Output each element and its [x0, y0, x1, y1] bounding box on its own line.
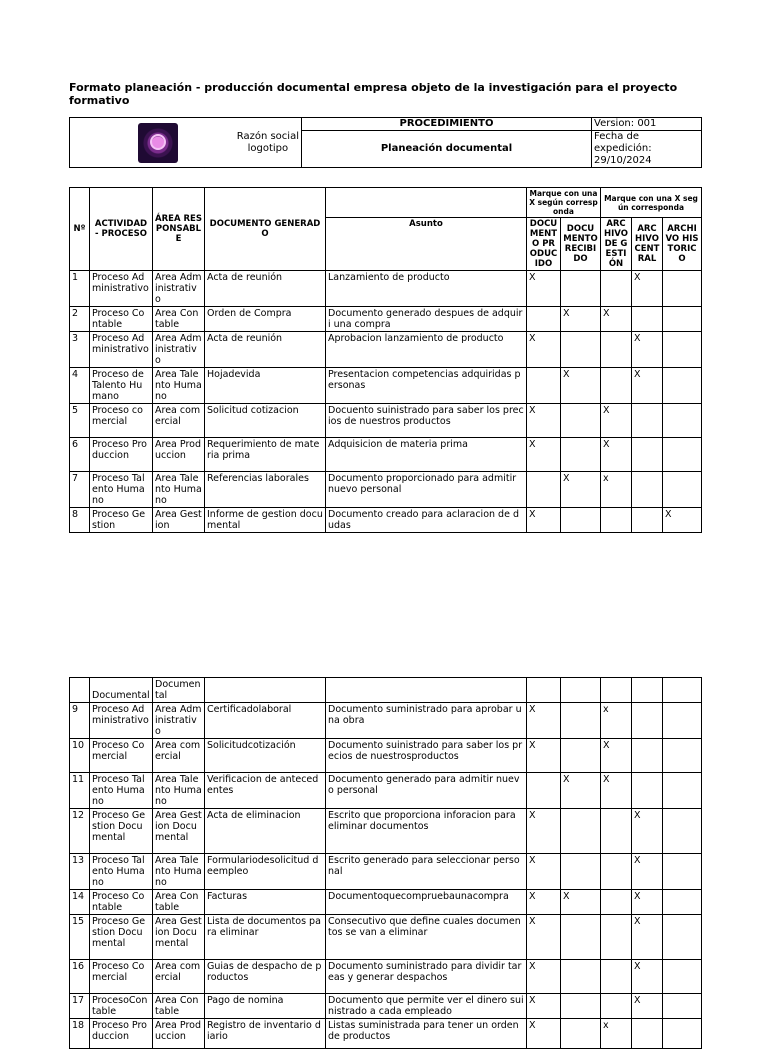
cell-documento: Acta de reunión — [205, 271, 326, 307]
cell-actividad: Proceso Contable — [90, 307, 153, 332]
cell-actividad: Proceso Gestion — [90, 508, 153, 533]
continuation-row — [70, 678, 702, 703]
razon-social: Razón social — [236, 130, 299, 142]
cell-asunto: Documento suministrado para dividir tareas y generar despachos — [326, 960, 527, 994]
cell-asunto — [326, 678, 527, 703]
cell-archivo-gestion — [601, 508, 632, 533]
cell-doc-recibido — [561, 739, 601, 773]
table-row — [70, 994, 702, 1019]
cell-doc-recibido: X — [561, 368, 601, 404]
table-row — [70, 271, 702, 307]
cell-doc-recibido — [561, 438, 601, 472]
cell-doc-producido: X — [527, 438, 561, 472]
cell-archivo-gestion — [601, 332, 632, 368]
table-row — [70, 404, 702, 438]
cell-actividad: Proceso Administrativo — [90, 271, 153, 307]
cell-archivo-central: X — [632, 890, 663, 915]
cell-n: 6 — [70, 438, 90, 472]
cell-archivo-historico — [663, 890, 702, 915]
cell-n: 11 — [70, 773, 90, 809]
cell-archivo-central — [632, 307, 663, 332]
cell-archivo-historico — [663, 960, 702, 994]
cell-documento: Hojadevida — [205, 368, 326, 404]
cell-n: 4 — [70, 368, 90, 404]
cell-asunto: Escrito generado para seleccionar personal — [326, 854, 527, 890]
cell-asunto: Presentacion competencias adquiridas personas — [326, 368, 527, 404]
cell-prod — [527, 678, 561, 703]
table-row — [70, 854, 702, 890]
cell-cent — [632, 678, 663, 703]
cell-n: 5 — [70, 404, 90, 438]
cell-actividad: Proceso Contable — [90, 890, 153, 915]
table-row — [70, 307, 702, 332]
cell-area: Area Administrativo — [153, 703, 205, 739]
cell-archivo-central — [632, 404, 663, 438]
table-row — [70, 739, 702, 773]
cell-area: Area Gestion — [153, 508, 205, 533]
cell-area: Area Administrativo — [153, 271, 205, 307]
cell-doc-producido: X — [527, 854, 561, 890]
cell-archivo-historico — [663, 854, 702, 890]
cell-doc-producido: X — [527, 809, 561, 854]
col-group1: Marque con una X según corresponda — [527, 188, 601, 218]
cell-n: 17 — [70, 994, 90, 1019]
cell-archivo-gestion — [601, 890, 632, 915]
cell-actividad: ProcesoContable — [90, 994, 153, 1019]
cell-n: 13 — [70, 854, 90, 890]
cell-archivo-gestion: X — [601, 307, 632, 332]
cell-asunto: Escrito que proporciona inforacion para eliminar documentos — [326, 809, 527, 854]
cell-area: Area Talento Humano — [153, 773, 205, 809]
cell-gest — [601, 678, 632, 703]
cell-asunto: Documento proporcionado para admitir nuevo personal — [326, 472, 527, 508]
cell-actividad: Proceso de Talento Humano — [90, 368, 153, 404]
cell-n: 14 — [70, 890, 90, 915]
cell-actividad: Proceso Produccion — [90, 1019, 153, 1049]
cell-n: 2 — [70, 307, 90, 332]
col-doc-producido: DOCUMENTO PRODUCIDO — [527, 218, 561, 271]
cell-archivo-historico — [663, 994, 702, 1019]
cell-asunto: Listas suministrada para tener un orden de productos — [326, 1019, 527, 1049]
cell-asunto: Consecutivo que define cuales documentos se van a eliminar — [326, 915, 527, 960]
cell-asunto: Docuento suinistrado para saber los precios de nuestros productos — [326, 404, 527, 438]
cell-documento: Acta de eliminacion — [205, 809, 326, 854]
cell-archivo-historico — [663, 404, 702, 438]
cell-doc-producido: X — [527, 1019, 561, 1049]
header-table — [69, 117, 702, 168]
cell-archivo-central: X — [632, 809, 663, 854]
cell-archivo-central: X — [632, 994, 663, 1019]
cell-archivo-gestion — [601, 809, 632, 854]
cell-documento: Solicitudcotización — [205, 739, 326, 773]
cell-archivo-central: X — [632, 854, 663, 890]
procedimiento-label: PROCEDIMIENTO — [302, 118, 592, 131]
col-archivo-historico: ARCHIVO HISTORICO — [663, 218, 702, 271]
cell-actividad: Proceso Administrativo — [90, 703, 153, 739]
cell-archivo-historico — [663, 809, 702, 854]
cell-archivo-gestion — [601, 854, 632, 890]
cell-archivo-historico — [663, 438, 702, 472]
cell-hist — [663, 678, 702, 703]
cell-actividad: Proceso Talento Humano — [90, 854, 153, 890]
cell-asunto: Documento generado despues de adquiri una compra — [326, 307, 527, 332]
cell-doc-recibido — [561, 809, 601, 854]
cell-doc-producido: X — [527, 703, 561, 739]
cell-documento: Informe de gestion documental — [205, 508, 326, 533]
cell-archivo-central: X — [632, 332, 663, 368]
table-row — [70, 960, 702, 994]
table-row — [70, 438, 702, 472]
cell-doc-producido: X — [527, 332, 561, 368]
cell-doc-producido — [527, 368, 561, 404]
cell-documento: Acta de reunión — [205, 332, 326, 368]
cell-doc-producido: X — [527, 890, 561, 915]
cell-archivo-gestion: x — [601, 472, 632, 508]
cell-archivo-central — [632, 438, 663, 472]
cell-area: Area Contable — [153, 994, 205, 1019]
cell-area: Area Gestion Documental — [153, 809, 205, 854]
cell-actividad: Proceso comercial — [90, 404, 153, 438]
cell-archivo-gestion: x — [601, 1019, 632, 1049]
cell-archivo-historico — [663, 773, 702, 809]
cell-actividad: Proceso Administrativo — [90, 332, 153, 368]
cell-n: 1 — [70, 271, 90, 307]
cell-documento: Pago de nomina — [205, 994, 326, 1019]
table-row — [70, 1019, 702, 1049]
cell-actividad: Proceso Gestion Documental — [90, 809, 153, 854]
cell-asunto: Documento suministrado para aprobar una obra — [326, 703, 527, 739]
cell-asunto: Documento creado para aclaracion de dudas — [326, 508, 527, 533]
table-row — [70, 890, 702, 915]
cell-doc-producido: X — [527, 915, 561, 960]
cell-area: Area Talento Humano — [153, 472, 205, 508]
cell-doc-producido: X — [527, 271, 561, 307]
cell-n: 9 — [70, 703, 90, 739]
cell-documento: Requerimiento de materia prima — [205, 438, 326, 472]
cell-area: Area Administrativo — [153, 332, 205, 368]
cell-archivo-central — [632, 1019, 663, 1049]
cell-doc-recibido — [561, 508, 601, 533]
cell-area: Area comercial — [153, 404, 205, 438]
cell-area: Area Produccion — [153, 438, 205, 472]
col-documento: DOCUMENTO GENERADO — [205, 188, 326, 271]
cell-documento: Formulariodesolicitud deempleo — [205, 854, 326, 890]
cell-area: Area comercial — [153, 739, 205, 773]
cell-documento: Lista de documentos para eliminar — [205, 915, 326, 960]
cell-archivo-gestion: X — [601, 404, 632, 438]
col-group2: Marque con una X según corresponda — [601, 188, 702, 218]
cell-doc-recibido — [561, 994, 601, 1019]
cell-area: Area Contable — [153, 307, 205, 332]
cell-area: Area Gestion Documental — [153, 915, 205, 960]
cell-archivo-central — [632, 703, 663, 739]
cell-archivo-gestion: X — [601, 438, 632, 472]
cell-doc-recibido: X — [561, 890, 601, 915]
cell-doc-producido — [527, 307, 561, 332]
cell-doc-recibido — [561, 703, 601, 739]
document-title: Formato planeación - producción documental empresa objeto de la investigación para el proyecto formativo — [69, 81, 678, 107]
cell-actividad: Proceso Produccion — [90, 438, 153, 472]
cell-archivo-central — [632, 739, 663, 773]
cell-actividad: Proceso Comercial — [90, 960, 153, 994]
cell-doc-producido — [527, 773, 561, 809]
cell-n: 3 — [70, 332, 90, 368]
cell-archivo-gestion — [601, 271, 632, 307]
cell-documento: Referencias laborales — [205, 472, 326, 508]
cell-doc-recibido — [561, 271, 601, 307]
cell-archivo-historico — [663, 332, 702, 368]
cell-archivo-central — [632, 773, 663, 809]
table-row — [70, 508, 702, 533]
table-row — [70, 773, 702, 809]
cell-archivo-historico — [663, 368, 702, 404]
version: Version: 001 — [592, 118, 702, 131]
cell-archivo-central — [632, 508, 663, 533]
cell-rec — [561, 678, 601, 703]
company-cell — [70, 118, 302, 168]
cell-n: 18 — [70, 1019, 90, 1049]
logotipo-label: logotipo — [247, 142, 289, 154]
cell-archivo-gestion: x — [601, 703, 632, 739]
cell-area: Area Produccion — [153, 1019, 205, 1049]
cell-asunto: Documento que permite ver el dinero suinistrado a cada empleado — [326, 994, 527, 1019]
col-actividad: ACTIVIDAD - PROCESO — [90, 188, 153, 271]
cell-documento: Registro de inventario diario — [205, 1019, 326, 1049]
cell-doc-producido: X — [527, 739, 561, 773]
cell-documento: Orden de Compra — [205, 307, 326, 332]
cell-doc-recibido — [561, 404, 601, 438]
cell-archivo-historico — [663, 1019, 702, 1049]
cell-asunto: Documentoquecompruebaunacompra — [326, 890, 527, 915]
col-no: Nº — [70, 188, 90, 271]
col-archivo-central: ARCHIVO CENTRAL — [632, 218, 663, 271]
logo-image — [138, 123, 178, 163]
table-row — [70, 472, 702, 508]
cell-archivo-gestion — [601, 368, 632, 404]
cell-archivo-gestion: X — [601, 773, 632, 809]
cell-doc-recibido — [561, 960, 601, 994]
cell-documento — [205, 678, 326, 703]
planning-table-page2 — [69, 677, 702, 1049]
cell-n: 7 — [70, 472, 90, 508]
cell-documento: Certificadolaboral — [205, 703, 326, 739]
cell-actividad: Proceso Gestion Documental — [90, 915, 153, 960]
cell-asunto: Documento generado para admitir nuevo personal — [326, 773, 527, 809]
cell-area: Documental — [153, 678, 205, 703]
cell-archivo-historico — [663, 739, 702, 773]
cell-archivo-gestion — [601, 915, 632, 960]
procedimiento-value: Planeación documental — [302, 131, 592, 168]
cell-archivo-gestion — [601, 960, 632, 994]
cell-documento: Solicitud cotizacion — [205, 404, 326, 438]
cell-actividad: Documental — [90, 678, 153, 703]
col-asunto: Asunto — [326, 218, 527, 271]
cell-asunto: Lanzamiento de producto — [326, 271, 527, 307]
table-row — [70, 915, 702, 960]
cell-doc-recibido — [561, 915, 601, 960]
cell-archivo-central: X — [632, 960, 663, 994]
cell-archivo-historico: X — [663, 508, 702, 533]
cell-n: 12 — [70, 809, 90, 854]
cell-actividad: Proceso Talento Humano — [90, 773, 153, 809]
cell-doc-recibido: X — [561, 773, 601, 809]
cell-n: 10 — [70, 739, 90, 773]
cell-archivo-central — [632, 472, 663, 508]
cell-documento: Guias de despacho de productos — [205, 960, 326, 994]
cell-documento: Facturas — [205, 890, 326, 915]
col-archivo-gestion: ARCHIVO DE GESTIÓN — [601, 218, 632, 271]
cell-doc-recibido: X — [561, 472, 601, 508]
cell-actividad: Proceso Talento Humano — [90, 472, 153, 508]
col-area: ÁREA RESPONSABLE — [153, 188, 205, 271]
cell-area: Area Talento Humano — [153, 368, 205, 404]
table-row — [70, 809, 702, 854]
cell-doc-recibido: X — [561, 307, 601, 332]
cell-archivo-historico — [663, 307, 702, 332]
cell-doc-recibido — [561, 1019, 601, 1049]
cell-archivo-gestion — [601, 994, 632, 1019]
cell-area: Area Contable — [153, 890, 205, 915]
cell-actividad: Proceso Comercial — [90, 739, 153, 773]
cell-n: 8 — [70, 508, 90, 533]
cell-archivo-central: X — [632, 271, 663, 307]
cell-n — [70, 678, 90, 703]
cell-doc-recibido — [561, 854, 601, 890]
cell-doc-producido: X — [527, 960, 561, 994]
col-asunto-top — [326, 188, 527, 218]
cell-documento: Verificacion de antecedentes — [205, 773, 326, 809]
cell-archivo-central: X — [632, 368, 663, 404]
planning-table-page1 — [69, 187, 702, 533]
table-row — [70, 703, 702, 739]
cell-doc-producido: X — [527, 404, 561, 438]
table-row — [70, 368, 702, 404]
fecha-expedicion: Fecha de expedición: 29/10/2024 — [592, 131, 702, 168]
cell-doc-producido: X — [527, 508, 561, 533]
cell-n: 15 — [70, 915, 90, 960]
cell-asunto: Documento suinistrado para saber los precios de nuestrosproductos — [326, 739, 527, 773]
cell-asunto: Adquisicion de materia prima — [326, 438, 527, 472]
cell-asunto: Aprobacion lanzamiento de producto — [326, 332, 527, 368]
cell-archivo-historico — [663, 271, 702, 307]
cell-area: Area comercial — [153, 960, 205, 994]
cell-archivo-historico — [663, 472, 702, 508]
cell-doc-recibido — [561, 332, 601, 368]
cell-archivo-historico — [663, 915, 702, 960]
cell-doc-producido — [527, 472, 561, 508]
cell-archivo-historico — [663, 703, 702, 739]
cell-area: Area Talento Humano — [153, 854, 205, 890]
table-row — [70, 332, 702, 368]
cell-doc-producido: X — [527, 994, 561, 1019]
cell-archivo-gestion: X — [601, 739, 632, 773]
cell-archivo-central: X — [632, 915, 663, 960]
cell-n: 16 — [70, 960, 90, 994]
col-doc-recibido: DOCUMENTO RECIBIDO — [561, 218, 601, 271]
